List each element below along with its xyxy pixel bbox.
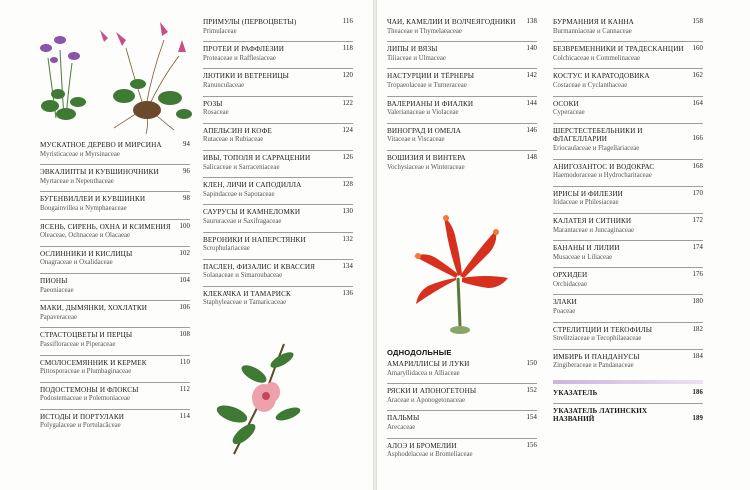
accent-bar <box>553 380 703 384</box>
cyclamen-violet-illustration <box>34 18 194 138</box>
entry-title: РЯСКИ И АПОНОГЕТОНЫ <box>387 387 477 396</box>
toc-column-4 <box>553 18 703 432</box>
entry-subtitle: Costaceae и Cyclanthaceae <box>553 81 628 89</box>
entry-subtitle: Burmanniaceae и Cannaceae <box>553 27 632 35</box>
entry-title: ШЕРСТЕСТЕБЕЛЬНИКИ И ФЛАГЕЛЛАРИИ <box>553 126 643 144</box>
entry-subtitle: Polygalaceae и Portulacăceae <box>40 422 121 430</box>
entry-page: 106 <box>179 304 190 312</box>
entry-subtitle: Pittosporaceae и Plumbaginaceae <box>40 368 132 376</box>
entry-subtitle: Arecaceae <box>387 423 416 431</box>
entry-title: ЛЮТИКИ И ВЕТРЕНИЦЫ <box>203 72 290 81</box>
entry-page: 182 <box>692 325 703 333</box>
entry-page: 102 <box>179 249 190 257</box>
entry-subtitle: Rutaceae и Rubiaceae <box>203 136 264 144</box>
entry-page: 170 <box>692 189 703 197</box>
toc-entry[interactable] <box>203 154 353 178</box>
entry-title: МУСКАТНОЕ ДЕРЕВО И МИРСИНА <box>40 141 162 149</box>
entry-title: ПАЛЬМЫ <box>387 414 420 423</box>
entry-page: 140 <box>526 45 537 53</box>
entry-title: ИСТОДЫ И ПОРТУЛАКИ <box>40 412 125 421</box>
entry-title: ИМБИРЬ И ПАНДАНУСЫ <box>553 352 640 361</box>
toc-entry[interactable] <box>387 18 537 42</box>
entry-page: 128 <box>342 181 353 189</box>
entry-title: АПЕЛЬСИН И КОФЕ <box>203 126 272 135</box>
toc-entry[interactable] <box>387 72 537 96</box>
entry-page: 168 <box>692 162 703 170</box>
pink-flower-branch-illustration <box>214 334 304 464</box>
entry-title: ПОДОСТЕМОНЫ И ФЛОКСЫ <box>40 385 139 394</box>
entry-subtitle: Scrophulariaceae <box>203 245 250 253</box>
entry-title: ПРОТЕИ И РАФФЛЕЗИИ <box>203 45 284 54</box>
section-heading-monocots: ОДНОДОЛЬНЫЕ <box>387 348 452 357</box>
entry-title: СМОЛОСЕМЯННИК И КЕРМЕК <box>40 358 147 367</box>
toc-entry[interactable] <box>553 100 703 124</box>
entry-subtitle: Proteaceae и Rafflesiaceae <box>203 54 276 62</box>
toc-column-3-monocots <box>387 346 537 468</box>
entry-page: 162 <box>692 72 703 80</box>
entry-title: БУРМАННИЯ И КАННА <box>553 18 634 26</box>
entry-page: 148 <box>526 153 537 161</box>
entry-page: 156 <box>526 441 537 449</box>
toc-entry[interactable] <box>387 360 537 384</box>
toc-entry[interactable] <box>553 163 703 187</box>
entry-subtitle: Onagraceae и Oxalidaceae <box>40 259 113 267</box>
toc-entry[interactable] <box>40 277 190 301</box>
entry-subtitle: Poaceae <box>553 308 576 316</box>
entry-title: УКАЗАТЕЛЬ <box>553 389 598 398</box>
entry-page: 118 <box>342 45 353 53</box>
entry-title: КЛЕН, ЛИЧИ И САПОДИЛЛА <box>203 181 302 190</box>
entry-title: СТРАСТОЦВЕТЫ И ПЕРЦЫ <box>40 331 133 340</box>
entry-title: ЧАИ, КАМЕЛИИ И ВОЛЧЕЯГОДНИКИ <box>387 18 516 26</box>
entry-subtitle: Passifloraceae и Piperaceae <box>40 340 116 348</box>
toc-entry[interactable] <box>553 353 703 376</box>
toc-entry[interactable] <box>203 208 353 232</box>
entry-page: 152 <box>526 387 537 395</box>
entry-title: ВЕРОНИКИ И НАПЕРСТЯНКИ <box>203 235 306 244</box>
toc-column-1 <box>40 141 190 439</box>
entry-page: 158 <box>692 18 703 25</box>
entry-page: 176 <box>692 271 703 279</box>
entry-page: 154 <box>526 414 537 422</box>
entry-page: 100 <box>179 222 190 230</box>
entry-page: 132 <box>342 235 353 243</box>
entry-title: БЕЗВРЕМЕННИКИ И ТРАДЕСКАНЦИИ <box>553 45 684 54</box>
toc-entry[interactable] <box>40 386 190 410</box>
entry-title: ОСОКИ <box>553 99 579 108</box>
entry-title: ЛИПЫ И ВЯЗЫ <box>387 45 438 54</box>
entry-title: ОРХИДЕИ <box>553 271 588 280</box>
entry-title: ПАСЛЕН, ФИЗАЛИС И КВАССИЯ <box>203 262 316 271</box>
entry-subtitle: Papaveraceae <box>40 313 77 321</box>
entry-subtitle: Vochysiaceae и Winteraceae <box>387 163 465 171</box>
entry-page: 166 <box>692 135 703 143</box>
toc-entry[interactable] <box>203 290 353 313</box>
entry-title: РОЗЫ <box>203 99 223 108</box>
toc-entry[interactable] <box>387 414 537 438</box>
entry-title: КЛЕКАЧКА И ТАМАРИСК <box>203 289 291 298</box>
toc-entry[interactable] <box>203 236 353 260</box>
toc-entry[interactable] <box>40 223 190 247</box>
entry-subtitle: Zingiberaceae и Pandanaceae <box>553 362 634 370</box>
entry-page: 120 <box>342 72 353 80</box>
entry-page: 124 <box>342 126 353 134</box>
entry-page: 189 <box>692 415 703 423</box>
entry-subtitle: Myrtaceae и Nepenthaceae <box>40 177 114 185</box>
entry-subtitle: Araceae и Aponogetonaceae <box>387 396 465 404</box>
entry-title: ИВЫ, ТОПОЛЯ И САРРАЦЕНИИ <box>203 153 311 162</box>
entry-subtitle: Orchidaceae <box>553 280 587 288</box>
entry-subtitle: Cyperaceae <box>553 109 585 117</box>
entry-page: 150 <box>526 360 537 367</box>
entry-subtitle: Tiliaceae и Ulmaceae <box>387 54 446 62</box>
entry-title: САУРУСЫ И КАМНЕЛОМКИ <box>203 208 301 217</box>
entry-page: 146 <box>526 126 537 134</box>
entry-page: 164 <box>692 99 703 107</box>
entry-subtitle: Valerianaceae и Violaceae <box>387 109 459 117</box>
book-spine <box>373 0 377 490</box>
entry-page: 98 <box>183 195 190 203</box>
toc-entry[interactable] <box>40 250 190 274</box>
toc-entry[interactable] <box>40 331 190 355</box>
toc-column-3 <box>387 18 537 180</box>
entry-title: ВОШИЗИЯ И ВИНТЕРА <box>387 153 466 162</box>
entry-title: НАСТУРЦИИ И ТЁРНЕРЫ <box>387 72 475 81</box>
toc-entry[interactable] <box>553 244 703 268</box>
toc-entry[interactable] <box>387 387 537 411</box>
entry-page: 96 <box>183 168 190 176</box>
toc-entry[interactable] <box>203 127 353 151</box>
toc-entry[interactable] <box>553 298 703 322</box>
entry-page: 116 <box>342 18 353 25</box>
toc-entry[interactable] <box>553 271 703 295</box>
entry-title: ПИОНЫ <box>40 276 68 285</box>
entry-subtitle: Musaceae и Liliaceae <box>553 253 613 261</box>
entry-title: ЯСЕНЬ, СИРЕНЬ, ОХНА И КСИМЕНИЯ <box>40 222 171 231</box>
entry-subtitle: Podostemaceae и Polemoniaceae <box>40 395 131 403</box>
entry-subtitle: Iridaceae и Philesiaceae <box>553 199 619 207</box>
toc-entry[interactable] <box>203 263 353 287</box>
toc-entry[interactable] <box>203 100 353 124</box>
entry-title: СТРЕЛИТЦИИ И ТЕКОФИЛЫ <box>553 325 653 334</box>
toc-entry[interactable] <box>40 141 190 165</box>
toc-entry[interactable] <box>553 190 703 214</box>
entry-subtitle: Primulaceae <box>203 27 237 35</box>
entry-subtitle: Oleaceae, Ochnaceae и Olacaeae <box>40 232 131 240</box>
entry-subtitle: Strelitziaceae и Tecophilaeaceae <box>553 335 642 343</box>
entry-subtitle: Haemodoraceae и Hydrocharitaceae <box>553 172 652 180</box>
entry-subtitle: Bougainvillea и Nymphaeaceae <box>40 204 127 212</box>
entry-subtitle: Eriocaulaceae и Flagellariaceae <box>553 144 640 152</box>
entry-title: БУГЕНВИЛЛЕИ И КУВШИНКИ <box>40 195 146 204</box>
entry-title: ВИНОГРАД И ОМЕЛА <box>387 126 462 135</box>
entry-subtitle: Sapindaceae и Sapotaceae <box>203 190 275 198</box>
entry-page: 112 <box>179 385 190 393</box>
entry-title: АНИГОЗАНТОС И ВОДОКРАС <box>553 162 655 171</box>
toc-entry[interactable] <box>40 359 190 383</box>
entry-title: АЛОЭ И БРОМЕЛИИ <box>387 441 457 450</box>
entry-title: ПРИМУЛЫ (ПЕРВОЦВЕТЫ) <box>203 18 297 26</box>
toc-entry[interactable] <box>553 217 703 241</box>
entry-page: 142 <box>526 72 537 80</box>
entry-page: 122 <box>342 99 353 107</box>
entry-page: 110 <box>179 358 190 366</box>
entry-page: 126 <box>342 153 353 161</box>
entry-page: 114 <box>179 412 190 420</box>
toc-entry[interactable] <box>553 45 703 69</box>
toc-entry[interactable] <box>40 168 190 192</box>
entry-subtitle: Rosaceae <box>203 109 229 117</box>
entry-subtitle: Myristicaceae и Myrsinaceae <box>40 150 120 158</box>
entry-title: ВАЛЕРИАНЫ И ФИАЛКИ <box>387 99 474 108</box>
entry-page: 184 <box>692 352 703 360</box>
entry-subtitle: Paeoniaceae <box>40 286 74 294</box>
entry-title: КАЛАТЕЯ И СИТНИКИ <box>553 216 632 225</box>
entry-subtitle: Salicaceae и Sarraceniaceae <box>203 163 280 171</box>
entry-page: 174 <box>692 244 703 252</box>
index-entry[interactable] <box>553 389 703 404</box>
entry-subtitle: Ranunculaceae <box>203 81 245 89</box>
entry-page: 104 <box>179 276 190 284</box>
entry-page: 144 <box>526 99 537 107</box>
toc-entry[interactable] <box>203 18 353 42</box>
entry-subtitle: Staphyleaceae и Tamaricaceae <box>203 299 287 307</box>
toc-entry[interactable] <box>387 154 537 177</box>
entry-title: ОСЛИННИКИ И КИСЛИЦЫ <box>40 249 133 258</box>
entry-title: АМАРИЛЛИСЫ И ЛУКИ <box>387 360 470 368</box>
red-lily-illustration <box>396 208 516 338</box>
entry-title: ЗЛАКИ <box>553 298 577 307</box>
entry-title: ЭВКАЛИПТЫ И КУВШИНОЧНИКИ <box>40 168 159 177</box>
entry-title: МАКИ, ДЫМЯНКИ, ХОХЛАТКИ <box>40 304 148 313</box>
entry-subtitle: Tropaeolaceae и Turneraceae <box>387 81 467 89</box>
toc-entry[interactable] <box>387 45 537 69</box>
entry-page: 180 <box>692 298 703 306</box>
entry-page: 108 <box>179 331 190 339</box>
entry-subtitle: Theaceae и Thymelaeaceae <box>387 27 462 35</box>
entry-page: 186 <box>692 389 703 397</box>
toc-entry[interactable] <box>203 45 353 69</box>
toc-entry[interactable] <box>387 127 537 151</box>
toc-entry[interactable] <box>203 181 353 205</box>
entry-subtitle: Asphodelaceae и Bromeliaceae <box>387 451 473 459</box>
entry-title: ИРИСЫ И ФИЛЕЗИИ <box>553 189 623 198</box>
toc-entry[interactable] <box>40 304 190 328</box>
entry-page: 138 <box>526 18 537 25</box>
toc-entry[interactable] <box>553 72 703 96</box>
toc-entry[interactable] <box>553 127 703 160</box>
toc-entry[interactable] <box>40 413 190 436</box>
entry-title: УКАЗАТЕЛЬ ЛАТИНСКИХ НАЗВАНИЙ <box>553 406 648 424</box>
toc-entry[interactable] <box>387 442 537 465</box>
entry-page: 160 <box>692 45 703 53</box>
index-entry[interactable] <box>553 407 703 429</box>
entry-subtitle: Amaryllidacea и Alliaceae <box>387 369 460 377</box>
entry-page: 172 <box>692 216 703 224</box>
entry-subtitle: Marantaceae и Juncaginaceae <box>553 226 634 234</box>
toc-entry[interactable] <box>553 18 703 42</box>
toc-entry[interactable] <box>203 72 353 96</box>
entry-title: КОСТУС И КАРАТОДОВИКА <box>553 72 650 81</box>
entry-subtitle: Saururaceae и Saxifragaceae <box>203 217 282 225</box>
entry-subtitle: Solanaceae и Simaroubaceae <box>203 272 283 280</box>
entry-subtitle: Vitaceae и Viscaceae <box>387 136 445 144</box>
entry-page: 130 <box>342 208 353 216</box>
toc-entry[interactable] <box>387 100 537 124</box>
toc-entry[interactable] <box>40 195 190 219</box>
entry-title: БАНАНЫ И ЛИЛИИ <box>553 244 620 253</box>
entry-page: 134 <box>342 262 353 270</box>
toc-column-2 <box>203 18 353 316</box>
toc-entry[interactable] <box>553 326 703 350</box>
entry-page: 94 <box>183 141 190 148</box>
entry-subtitle: Colchicaceae и Commelinaceae <box>553 54 641 62</box>
entry-page: 136 <box>342 289 353 297</box>
